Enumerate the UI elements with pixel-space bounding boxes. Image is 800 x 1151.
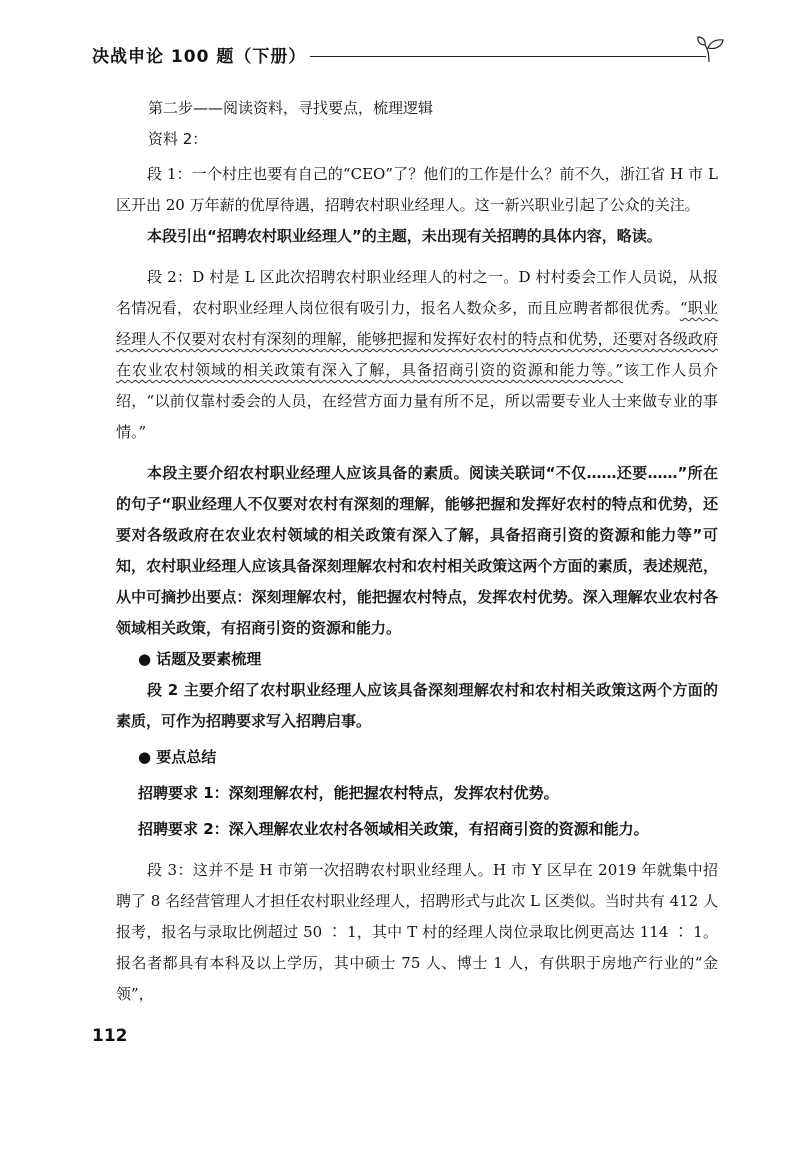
material-label: 资料 2： xyxy=(148,130,208,148)
page-number: 112 xyxy=(92,1026,128,1046)
header-rule xyxy=(310,56,706,57)
paragraph-3: 段 3：这并不是 H 市第一次招聘农村职业经理人。H 市 Y 区早在 2019 年就集中招聘了 8 名经营管理人才担任农村职业经理人，招聘形式与此次 L 区类似。当时共有 412 人报考，报名与录取比例超过 50 ∶ 1，其中 T 村的经理人岗位录取比例更高达 114 ∶ 1。报名者都具有本科及以上学历，其中硕士 75 人、博士 1 人，有供职于房地产行业的“金领”， xyxy=(116,861,718,1003)
book-title: 决战申论 100 题（下册） xyxy=(92,47,307,67)
topic-heading: ● 话题及要素梳理 xyxy=(138,650,262,668)
summary-heading: ● 要点总结 xyxy=(138,748,217,766)
step-title: 第二步——阅读资料，寻找要点，梳理逻辑 xyxy=(148,99,434,117)
requirement-2: 招聘要求 2：深入理解农业农村各领域相关政策，有招商引资的资源和能力。 xyxy=(138,820,649,838)
running-header xyxy=(92,36,722,76)
topic-text: 段 2 主要介绍了农村职业经理人应该具备深刻理解农村和农村相关政策这两个方面的素质，可作为招聘要求写入招聘启事。 xyxy=(116,681,718,730)
sprout-icon xyxy=(696,34,726,64)
paragraph-2-end: 该工作人员介绍，“以前仅靠村委会的人员，在经营方面力量有所不足，所以需要专业人士来做专业的事情。” xyxy=(116,361,718,441)
paragraph-1-note: 本段引出“招聘农村职业经理人”的主题，未出现有关招聘的具体内容，略读。 xyxy=(147,227,662,245)
paragraph-2-start: 段 2：D 村是 L 区此次招聘农村职业经理人的村之一。D 村村委会工作人员说，从报名情况看，农村职业经理人岗位很有吸引力，报名人数众多，而且应聘者都很优秀。 xyxy=(116,268,718,317)
body-text xyxy=(116,93,718,1010)
paragraph-1: 段 1：一个村庄也要有自己的“CEO”了？他们的工作是什么？前不久，浙江省 H 市 L 区开出 20 万年薪的优厚待遇，招聘农村职业经理人。这一新兴职业引起了公众的关注。 xyxy=(116,165,718,214)
requirement-1: 招聘要求 1：深刻理解农村，能把握农村特点，发挥农村优势。 xyxy=(138,784,559,802)
paragraph-2 xyxy=(116,262,718,448)
paragraph-2-note: 本段主要介绍农村职业经理人应该具备的素质。阅读关联词“不仅……还要……”所在的句子“职业经理人不仅要对农村有深刻的理解，能够把握和发挥好农村的特点和优势，还要对各级政府在农业农村领域的相关政策有深入了解，具备招商引资的资源和能力等”可知，农村职业经理人应该具备深刻理解农村和农村相关政策这两个方面的素质，表述规范，从中可摘抄出要点：深刻理解农村，能把握农村特点，发挥农村优势。深入理解农业农村各领域相关政策，有招商引资的资源和能力。 xyxy=(116,464,718,637)
paragraph-2-quote: “职业经理人不仅要对农村有深刻的理解，能够把握和发挥好农村的特点和优势，还要对各级政府在农业农村领域的相关政策有深入了解，具备招商引资的资源和能力等。” xyxy=(116,299,718,379)
